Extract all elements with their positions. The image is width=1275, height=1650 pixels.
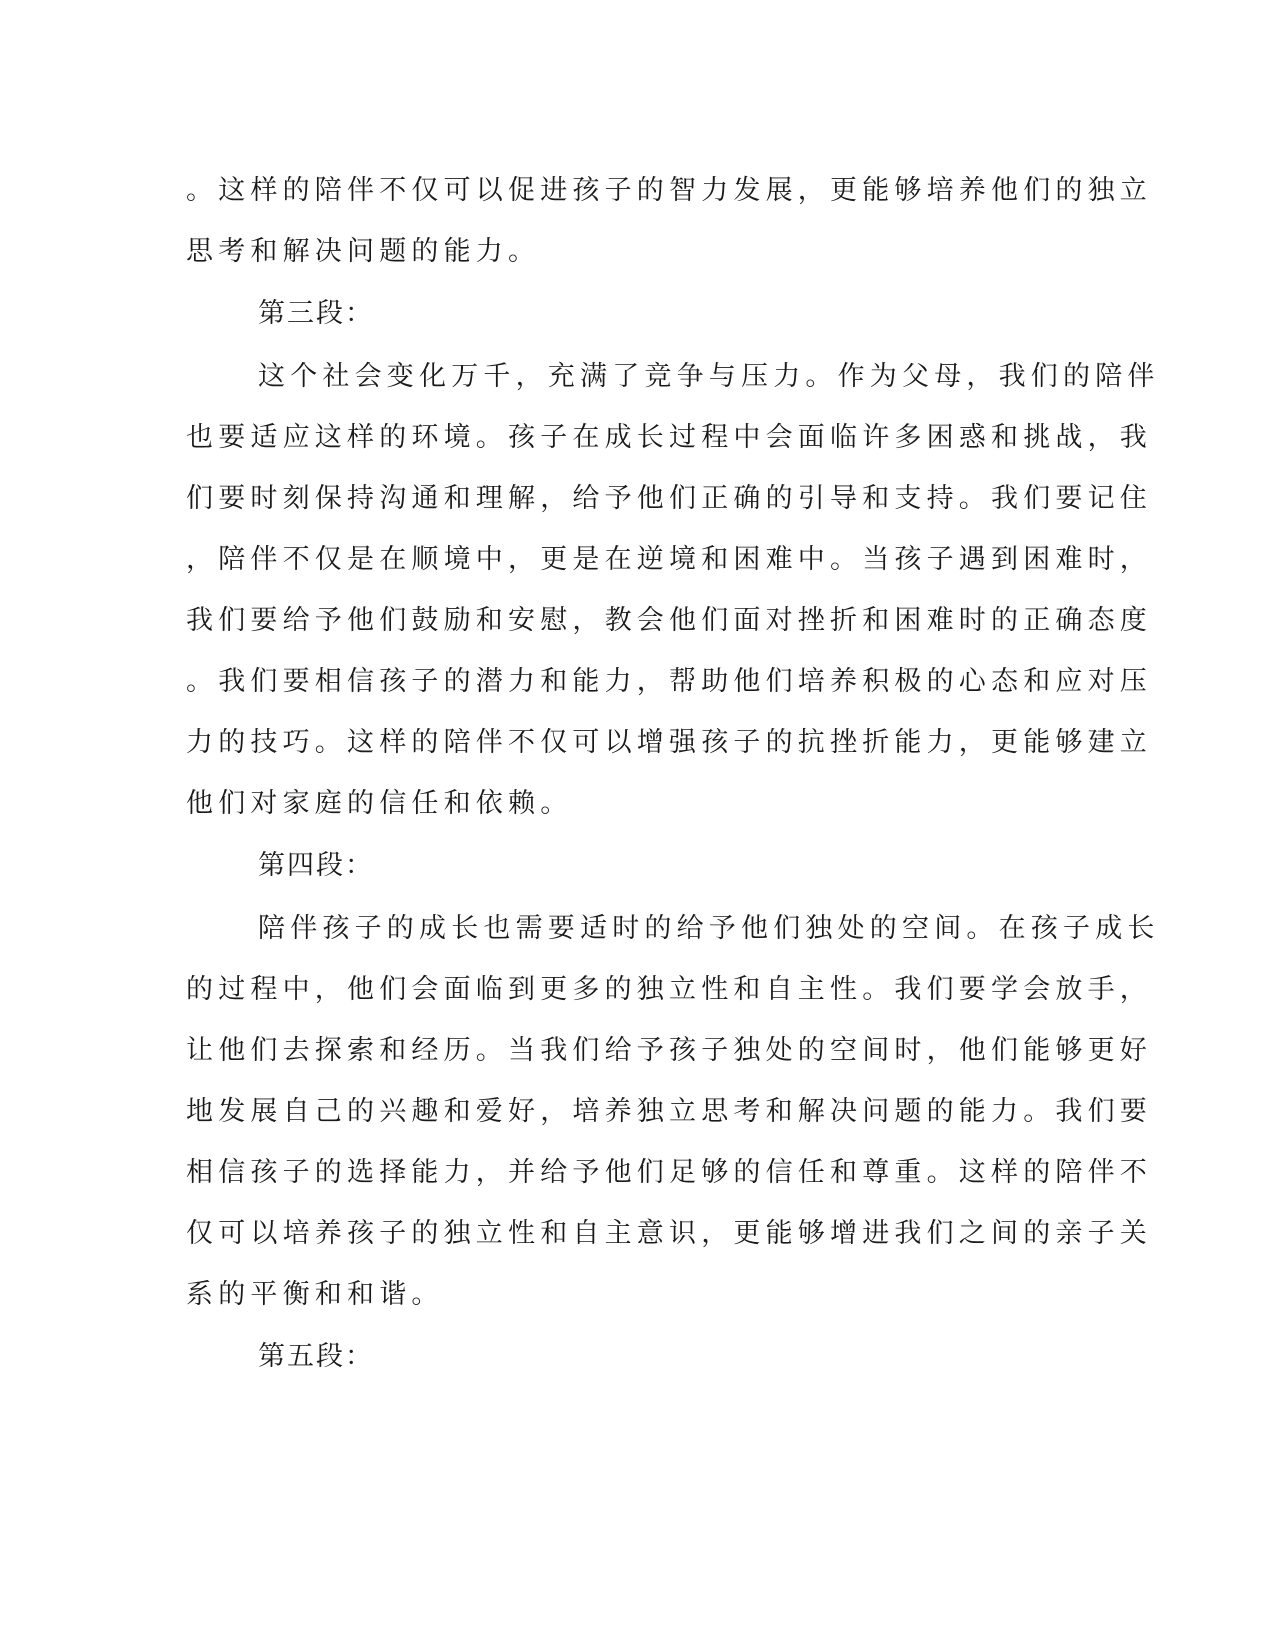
text-line: 这个社会变化万千，充满了竞争与压力。作为父母，我们的陪伴: [258, 361, 1160, 392]
section-heading-4: 第四段：: [258, 850, 374, 881]
paragraph-2-tail: [186, 160, 1152, 282]
paragraph-4: [186, 898, 1160, 1325]
text-line: 。这样的陪伴不仅可以促进孩子的智力发展，更能够培养他们的独立: [186, 175, 1152, 206]
text-line: 力的技巧。这样的陪伴不仅可以增强孩子的抗挫折能力，更能够建立: [186, 727, 1152, 758]
text-line: 们要时刻保持沟通和理解，给予他们正确的引导和支持。我们要记住: [186, 483, 1152, 514]
text-line: 。我们要相信孩子的潜力和能力，帮助他们培养积极的心态和应对压: [186, 666, 1152, 697]
text-line: 我们要给予他们鼓励和安慰，教会他们面对挫折和困难时的正确态度: [186, 605, 1152, 636]
text-line: 相信孩子的选择能力，并给予他们足够的信任和尊重。这样的陪伴不: [186, 1157, 1152, 1188]
text-line: 的过程中，他们会面临到更多的独立性和自主性。我们要学会放手，: [186, 974, 1152, 1005]
text-line: 陪伴孩子的成长也需要适时的给予他们独处的空间。在孩子成长: [258, 913, 1160, 944]
paragraph-3: [186, 346, 1160, 834]
text-line: 仅可以培养孩子的独立性和自主意识，更能够增进我们之间的亲子关: [186, 1218, 1152, 1249]
text-line: 思考和解决问题的能力。: [186, 236, 541, 267]
text-line: 也要适应这样的环境。孩子在成长过程中会面临许多困惑和挑战，我: [186, 422, 1152, 453]
text-line: 系的平衡和和谐。: [186, 1279, 444, 1310]
text-line: 他们对家庭的信任和依赖。: [186, 788, 573, 819]
text-line: ，陪伴不仅是在顺境中，更是在逆境和困难中。当孩子遇到困难时，: [186, 544, 1152, 575]
section-heading-5: 第五段：: [258, 1341, 374, 1372]
text-line: 让他们去探索和经历。当我们给予孩子独处的空间时，他们能够更好: [186, 1035, 1152, 1066]
section-heading-3: 第三段：: [258, 298, 374, 329]
document-page: [186, 160, 1160, 1389]
text-line: 地发展自己的兴趣和爱好，培养独立思考和解决问题的能力。我们要: [186, 1096, 1152, 1127]
